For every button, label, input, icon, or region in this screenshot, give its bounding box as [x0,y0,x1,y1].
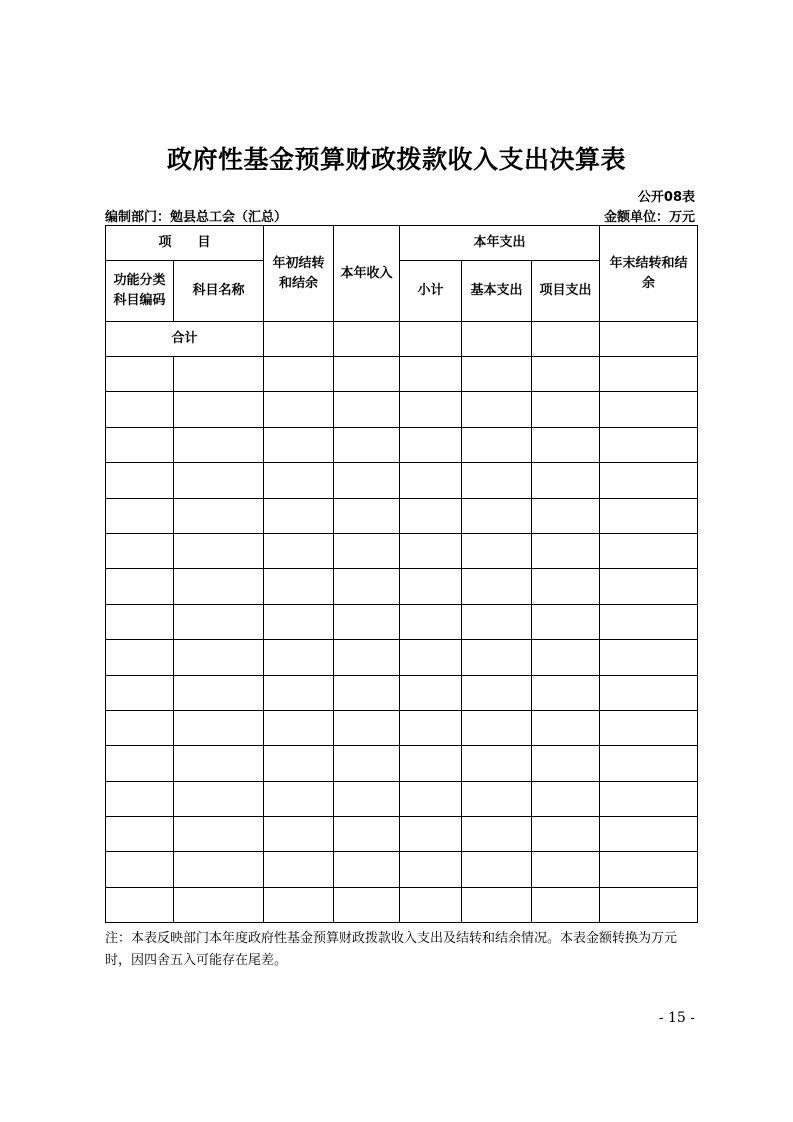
table-cell [532,357,600,392]
table-cell [334,357,400,392]
header-subtotal: 小计 [400,261,462,322]
page-title: 政府性基金预算财政拨款收入支出决算表 [166,145,626,174]
table-cell [600,852,698,887]
table-cell [334,427,400,462]
table-cell [532,322,600,357]
table-cell [600,392,698,427]
table-cell [462,392,532,427]
table-cell [532,746,600,781]
table-cell [106,746,174,781]
table-cell [600,710,698,745]
table-cell [174,675,264,710]
table-cell [334,675,400,710]
table-cell [174,498,264,533]
table-cell [106,675,174,710]
table-cell [400,569,462,604]
table-row [106,887,698,922]
table-cell [462,817,532,852]
table-cell [532,710,600,745]
table-cell [400,322,462,357]
table-cell [532,675,600,710]
header-info-row [105,206,695,225]
table-cell [174,392,264,427]
table-cell [462,746,532,781]
footnote: 注：本表反映部门本年度政府性基金预算财政拨款收入支出及结转和结余情况。本表金额转换为万元时，因四舍五入可能存在尾差。 [105,931,678,968]
table-cell [174,852,264,887]
table-cell [600,781,698,816]
table-cell [400,852,462,887]
table-cell [264,498,334,533]
table-cell [334,604,400,639]
table-cell [174,569,264,604]
table-row [106,604,698,639]
table-cell [532,392,600,427]
table-cell [400,710,462,745]
table-row [106,498,698,533]
table-cell [600,569,698,604]
table-cell [462,357,532,392]
header-begin-balance: 年初结转和结余 [264,226,334,322]
table-cell [600,640,698,675]
table-cell [462,675,532,710]
table-cell [264,392,334,427]
table-cell [400,498,462,533]
table-cell [264,887,334,922]
table-cell [264,357,334,392]
table-cell [174,604,264,639]
table-cell [106,463,174,498]
table-cell [264,322,334,357]
table-cell [400,675,462,710]
table-row [106,392,698,427]
table-row [106,569,698,604]
table-cell [106,357,174,392]
header-row-1 [106,226,698,261]
table-cell [600,357,698,392]
page-number: - 15 - [658,1010,695,1026]
blank-rows [106,357,698,923]
table-cell [600,463,698,498]
table-cell [106,569,174,604]
table-cell [264,427,334,462]
table-cell [462,604,532,639]
table-row [106,675,698,710]
table-cell [334,817,400,852]
table-cell [264,781,334,816]
table-cell [106,710,174,745]
table-cell [334,852,400,887]
table-cell [334,746,400,781]
table-cell [174,640,264,675]
table-cell [106,852,174,887]
table-row [106,533,698,568]
table-cell [532,498,600,533]
table-cell [600,427,698,462]
table-cell [334,781,400,816]
table-cell [532,640,600,675]
table-cell [174,533,264,568]
table-cell [400,357,462,392]
table-cell [462,533,532,568]
table-cell [400,640,462,675]
table-cell [400,392,462,427]
table-cell [462,463,532,498]
table-cell [334,392,400,427]
table-row [106,427,698,462]
dept-label: 编制部门：勉县总工会（汇总） [105,210,288,225]
table-cell [174,746,264,781]
header-subject-name: 科目名称 [174,261,264,322]
table-cell [264,852,334,887]
table-cell [462,322,532,357]
header-project: 项 目 [106,226,264,261]
table-cell [532,817,600,852]
unit-label: 金额单位：万元 [603,210,695,225]
table-row [106,710,698,745]
table-cell [600,817,698,852]
table-cell [400,887,462,922]
table-row [106,357,698,392]
table-cell [106,640,174,675]
table-cell [106,781,174,816]
table-row [106,746,698,781]
header-func-code: 功能分类科目编码 [106,261,174,322]
table-row [106,463,698,498]
table-cell [532,887,600,922]
table-cell [264,640,334,675]
table-row [106,817,698,852]
table-cell [106,427,174,462]
header-income: 本年收入 [334,226,400,322]
table-cell [532,604,600,639]
table-cell [106,887,174,922]
table-cell [174,710,264,745]
table-cell [532,463,600,498]
table-cell [264,533,334,568]
table-cell [334,569,400,604]
total-label: 合计 [106,322,264,357]
header-project-expense: 项目支出 [532,261,600,322]
table-cell [334,498,400,533]
table-cell [174,357,264,392]
table-cell [106,604,174,639]
table-cell [174,427,264,462]
table-cell [462,852,532,887]
table-cell [462,710,532,745]
budget-table [105,225,698,923]
table-cell [264,746,334,781]
header-expense: 本年支出 [400,226,600,261]
table-cell [532,533,600,568]
table-cell [400,746,462,781]
table-cell [532,781,600,816]
table-cell [400,463,462,498]
table-cell [600,887,698,922]
table-cell [400,781,462,816]
table-cell [462,887,532,922]
table-code: 公开08表 [637,190,695,205]
table-cell [264,604,334,639]
table-cell [400,604,462,639]
table-cell [264,817,334,852]
table-cell [264,710,334,745]
table-cell [174,781,264,816]
total-row [106,322,698,357]
table-cell [600,675,698,710]
table-cell [334,533,400,568]
table-cell [106,392,174,427]
table-cell [532,852,600,887]
table-cell [600,604,698,639]
table-cell [400,817,462,852]
table-cell [600,498,698,533]
table-cell [264,675,334,710]
table-cell [532,569,600,604]
table-cell [462,498,532,533]
table-cell [264,463,334,498]
table-cell [600,322,698,357]
table-cell [334,887,400,922]
table-cell [400,427,462,462]
table-cell [174,817,264,852]
table-cell [334,640,400,675]
table-cell [600,533,698,568]
table-cell [462,569,532,604]
table-cell [400,533,462,568]
table-cell [462,640,532,675]
table-cell [462,427,532,462]
table-row [106,640,698,675]
header-basic-expense: 基本支出 [462,261,532,322]
table-cell [532,427,600,462]
table-cell [106,533,174,568]
table-cell [264,569,334,604]
table-row [106,852,698,887]
table-cell [334,710,400,745]
table-cell [174,887,264,922]
table-cell [106,498,174,533]
table-cell [334,463,400,498]
table-row [106,781,698,816]
table-cell [174,463,264,498]
table-cell [600,746,698,781]
table-cell [462,781,532,816]
table-cell [106,817,174,852]
header-end-balance: 年末结转和结余 [600,226,698,322]
table-cell [334,322,400,357]
